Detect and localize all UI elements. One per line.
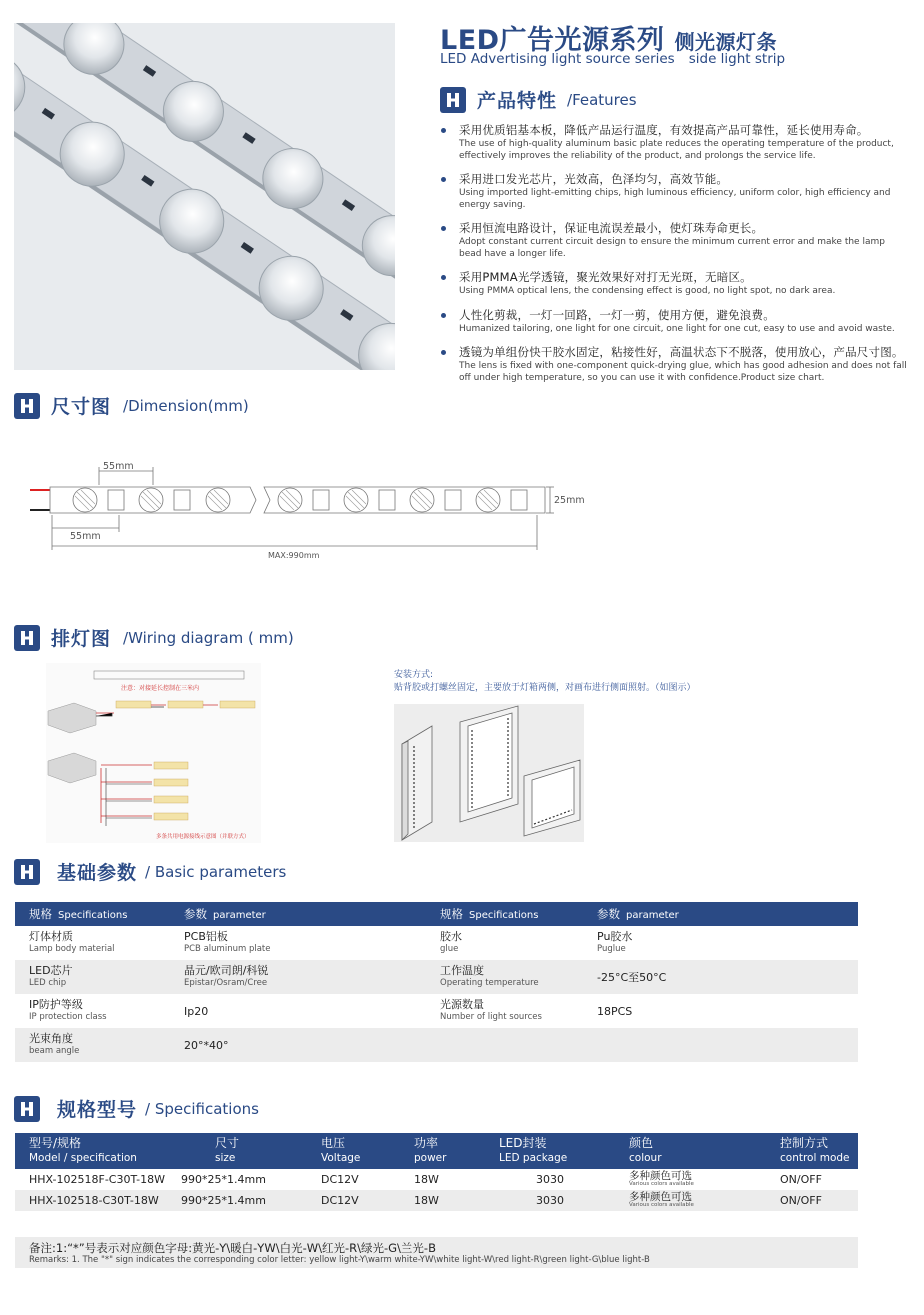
feature-en: Using PMMA optical lens, the condensing effect is good, no light spot, no dark area. [459, 286, 836, 296]
control-cell: ON/OFF [780, 1173, 822, 1186]
feature-item [440, 171, 910, 211]
table-header: 参数 parameter [170, 902, 426, 926]
feature-item [440, 269, 910, 298]
features-title-cn: 产品特性 [477, 90, 558, 112]
control-cell: ON/OFF [766, 1190, 858, 1211]
basic-header [14, 858, 286, 885]
model-cell: HHX-102518F-C30T-18W [29, 1173, 166, 1186]
table-cell: Pu胶水 Puglue [597, 930, 633, 954]
table-header: 控制方式 control mode [766, 1133, 858, 1169]
table-header-row [15, 902, 858, 926]
feature-cn: 采用优质铝基本板，降低产品运行温度，有效提高产品可靠性，延长使用寿命。 [459, 123, 869, 137]
remarks-box [15, 1237, 858, 1268]
table-row [15, 1190, 858, 1211]
voltage-cell: DC12V [307, 1190, 400, 1211]
table-cell: LED芯片 LED chip [15, 960, 170, 994]
model-cell: HHX-102518-C30T-18W [15, 1190, 179, 1211]
install-desc: 贴背胶或打螺丝固定，主要放于灯箱两侧，对画布进行侧面照射。（如图示） [394, 683, 696, 693]
spec-title-cn: 规格型号 [57, 1099, 138, 1121]
wiring-note-bottom: 多条共用电源接线示意图（并联方式） [156, 834, 250, 840]
feature-cn: 透镜为单组份快干胶水固定，粘接性好，高温状态下不脱落，使用放心，产品尺寸图。 [459, 345, 904, 359]
length-label: MAX:990mm [268, 551, 320, 560]
wiring-header [14, 624, 294, 651]
remarks-en: Remarks: 1. The "*" sign indicates the corresponding color letter: yellow light-Y\warm white-YW\white light-W\red light-R\green light-G\blue light-B [29, 1255, 650, 1265]
wiring-diagram-graphic [46, 663, 261, 843]
table-header: 电压 Voltage [307, 1133, 400, 1169]
product-photo [14, 23, 395, 370]
power-cell: 18W [414, 1173, 439, 1186]
remarks-cn: 备注:1:“*”号表示对应颜色字母:黄光-Y\暖白-YW\白光-W\红光-R\绿光-G\兰光-B [29, 1241, 436, 1255]
size-cell: 990*25*1.4mm [181, 1173, 266, 1186]
power-cell: 18W [400, 1190, 485, 1211]
specifications-table [15, 1133, 858, 1211]
table-cell [426, 1028, 583, 1062]
feature-cn: 采用进口发光芯片，光效高，色泽均匀，高效节能。 [459, 172, 729, 186]
table-header-row [15, 1133, 858, 1169]
feature-item [440, 122, 910, 162]
table-header: 规格 Specifications [426, 902, 583, 926]
table-cell: PCB铝板 PCB aluminum plate [184, 930, 271, 954]
dimension-title-en: /Dimension(mm) [123, 396, 249, 415]
table-cell: 工作温度 Operating temperature [426, 960, 583, 994]
pitch-top-label: 55mm [103, 461, 134, 472]
table-header: 颜色 colour [615, 1133, 766, 1169]
feature-item [440, 307, 910, 336]
dimension-title-cn: 尺寸图 [51, 396, 112, 418]
brand-h-icon [14, 625, 40, 651]
features-list [440, 122, 910, 393]
feature-en: Adopt constant current circuit design to ensure the minimum current error and make the lamp bead have a longer life. [459, 237, 885, 259]
title-cn: LED广告光源系列 [440, 25, 665, 56]
basic-title-en: / Basic parameters [145, 862, 287, 881]
table-cell: 晶元/欧司朗/科锐 Epistar/Osram/Cree [170, 960, 426, 994]
lightbox-illustration [394, 704, 584, 842]
table-row [15, 926, 858, 960]
feature-cn: 人性化剪裁，一灯一回路，一灯一剪，使用方便，避免浪费。 [459, 307, 775, 322]
spec-header [14, 1095, 259, 1122]
table-cell: 18PCS [597, 1004, 633, 1018]
table-cell: 20°*40° [170, 1028, 426, 1062]
dimension-header [14, 392, 249, 419]
wiring-title-cn: 排灯图 [51, 628, 112, 650]
table-cell [583, 1028, 858, 1062]
table-header: 功率 power [400, 1133, 485, 1169]
table-row [15, 994, 858, 1028]
feature-item [440, 220, 910, 260]
page-title-en [440, 51, 785, 67]
subtitle-cn: 侧光源灯条 [674, 30, 778, 54]
colour-cell: 多种颜色可选 Various colors available [629, 1170, 694, 1187]
package-cell: 3030 [536, 1173, 564, 1186]
install-illustration [394, 704, 584, 842]
pitch-bottom-label: 55mm [70, 531, 101, 542]
size-cell: 990*25*1.4mm [179, 1190, 307, 1211]
install-title: 安装方式: [394, 670, 434, 680]
table-header: 规格 Specifications [15, 902, 170, 926]
brand-h-icon [14, 393, 40, 419]
table-cell: 胶水 glue [440, 930, 462, 954]
dimension-drawing [20, 455, 620, 565]
table-cell: IP防护等级 IP protection class [29, 998, 107, 1022]
brand-h-icon [440, 87, 466, 113]
brand-h-icon [14, 859, 40, 885]
title-en: LED Advertising light source series [440, 51, 675, 67]
voltage-cell: DC12V [321, 1173, 359, 1186]
led-strip-photo [14, 23, 395, 370]
spec-title-en: / Specifications [145, 1099, 259, 1118]
table-cell: Ip20 [184, 1004, 209, 1018]
wiring-title-en: /Wiring diagram ( mm) [123, 628, 294, 647]
basic-parameters-table [15, 902, 858, 1062]
basic-title-cn: 基础参数 [57, 862, 138, 884]
table-cell: 光源数量 Number of light sources [440, 998, 542, 1022]
table-row [15, 1169, 858, 1190]
colour-cell: 多种颜色可选 Various colors available [615, 1190, 766, 1211]
feature-en: Humanized tailoring, one light for one circuit, one light for one cut, easy to use and avoid waste. [459, 323, 895, 334]
feature-item [440, 344, 910, 384]
width-label: 25mm [554, 495, 585, 506]
table-header: LED封装 LED package [485, 1133, 615, 1169]
feature-cn: 采用PMMA光学透镜，聚光效果好对打无光斑，无暗区。 [459, 270, 752, 284]
wiring-diagram [46, 663, 261, 843]
table-header: 型号/规格 Model / specification [15, 1133, 179, 1169]
table-row [15, 960, 858, 994]
feature-en: The use of high-quality aluminum basic plate reduces the operating temperature of the product, effectively improves the reliability of the product, and prolongs the service life. [459, 139, 894, 161]
feature-en: Using imported light-emitting chips, high luminous efficiency, uniform color, high efficiency and energy saving. [459, 188, 891, 210]
feature-cn: 采用恒流电路设计，保证电流误差最小，使灯珠寿命更长。 [459, 221, 764, 235]
features-title-en: /Features [567, 90, 637, 109]
table-cell: 灯体材质 Lamp body material [29, 930, 115, 954]
package-cell: 3030 [485, 1190, 615, 1211]
table-header: 尺寸 size [179, 1133, 307, 1169]
subtitle-en: side light strip [688, 51, 786, 67]
table-cell: 光束角度 beam angle [15, 1028, 170, 1062]
brand-h-icon [14, 1096, 40, 1122]
wiring-note-top: 注意：对接延长控制在三米内 [121, 685, 200, 692]
table-header: 参数 parameter [583, 902, 858, 926]
table-row [15, 1028, 858, 1062]
features-header [440, 86, 637, 113]
feature-en: The lens is fixed with one-component quick-drying glue, which has good adhesion and does not fall off under high temperature, so you can use it with confidence.Product size chart. [459, 361, 907, 383]
table-cell: -25°C至50°C [583, 960, 858, 994]
